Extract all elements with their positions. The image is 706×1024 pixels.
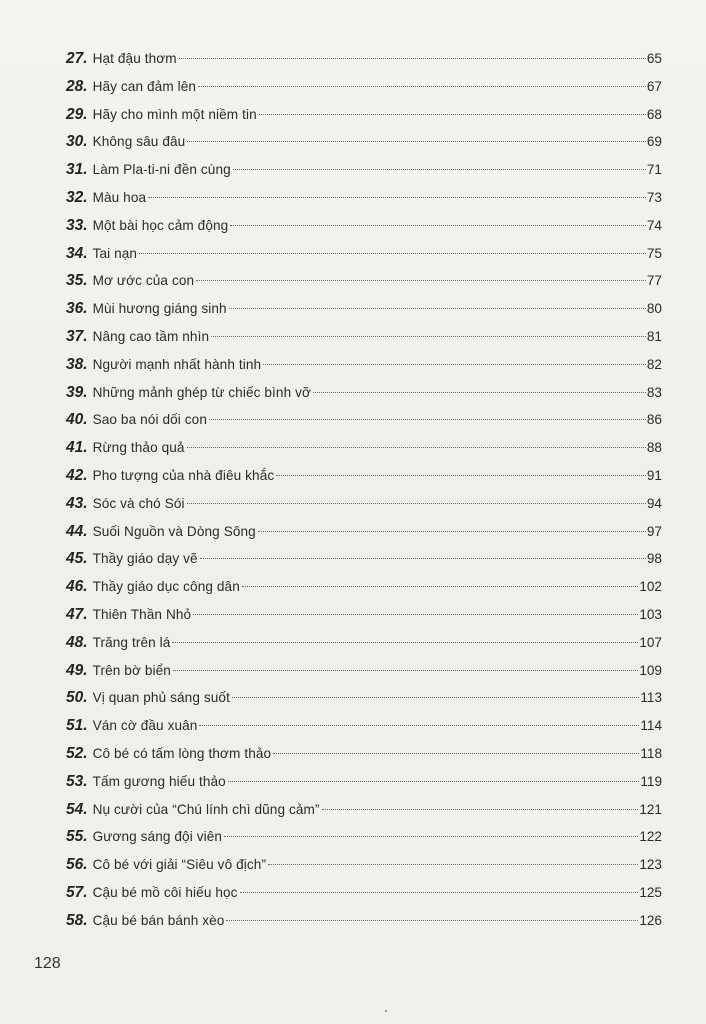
dot-leader [211,336,646,337]
toc-entry-title: Cô bé với giải “Siêu vô địch” [92,857,267,873]
toc-entry-number: 52. [66,744,88,762]
toc-entry-title: Mơ ước của con [92,273,195,289]
toc-entry-page: 75 [646,245,662,261]
dot-leader [148,197,646,198]
paper-speck [385,1010,387,1012]
toc-entry-title: Thầy giáo dạy vẽ [92,551,198,567]
toc-entry-title: Nâng cao tầm nhìn [92,328,210,344]
toc-entry-page: 69 [646,134,662,150]
toc-entry-title: Sóc và chó Sói [92,495,185,511]
toc-entry-title: Thiên Thần Nhỏ [92,606,192,622]
dot-leader [193,614,638,615]
toc-entry-page: 68 [646,106,662,122]
toc-entry [66,184,662,212]
toc-entry [66,518,662,546]
dot-leader [198,86,646,87]
toc-entry-title: Người mạnh nhất hành tinh [92,356,262,372]
toc-entry-number: 35. [66,272,88,290]
toc-entry-title: Hãy cho mình một niềm tin [92,106,257,122]
toc-entry [66,823,662,851]
toc-entry [66,323,662,351]
toc-entry [66,684,662,712]
toc-entry [66,462,662,490]
dot-leader [322,809,639,810]
toc-entry-number: 34. [66,244,88,262]
toc-entry-number: 50. [66,689,88,707]
dot-leader [187,141,646,142]
dot-leader [313,392,646,393]
toc-entry-title: Trăng trên lá [92,634,171,650]
toc-entry [66,434,662,462]
toc-entry [66,351,662,379]
toc-entry-number: 56. [66,856,88,874]
toc-entry-number: 46. [66,578,88,596]
toc-entry-title: Trên bờ biển [92,662,171,678]
toc-entry [66,601,662,629]
toc-entry-number: 28. [66,77,88,95]
toc-entry-number: 40. [66,411,88,429]
toc-entry [66,128,662,156]
dot-leader [228,781,639,782]
toc-entry-number: 27. [66,50,88,67]
toc-entry [66,101,662,129]
toc-entry-page: 102 [639,579,662,595]
toc-entry [66,907,662,935]
toc-entry [66,545,662,573]
toc-entry [66,73,662,101]
dot-leader [258,531,646,532]
dot-leader [209,419,646,420]
toc-entry-page: 122 [639,829,662,845]
dot-leader [187,503,646,504]
toc-entry-page: 80 [646,301,662,317]
toc-entry-title: Ván cờ đầu xuân [92,718,198,734]
toc-entry-page: 114 [640,718,662,734]
dot-leader [179,58,646,59]
toc-entry-page: 94 [646,495,662,511]
toc-entry-number: 45. [66,550,88,568]
toc-entry-page: 118 [640,745,662,761]
toc-entry [66,240,662,268]
toc-entry-page: 109 [639,662,662,678]
dot-leader [139,253,646,254]
dot-leader [259,114,646,115]
toc-entry-number: 31. [66,161,88,179]
toc-entry-title: Suối Nguồn và Dòng Sông [92,523,256,539]
dot-leader [229,308,646,309]
dot-leader [240,892,639,893]
toc-entry-title: Gương sáng đội viên [92,829,223,845]
dot-leader [173,670,638,671]
toc-entry [66,740,662,768]
toc-entry-number: 58. [66,911,88,929]
toc-entry-number: 32. [66,188,88,206]
toc-entry-page: 83 [646,384,662,400]
toc-entry-title: Không sâu đâu [92,134,186,150]
toc-entry-number: 38. [66,355,88,373]
toc-entry-title: Tấm gương hiếu thảo [92,773,226,789]
toc-entry-number: 57. [66,883,88,901]
toc-entry-title: Cô bé có tấm lòng thơm thảo [92,745,272,761]
toc-entry-page: 125 [639,884,662,900]
toc-entry-title: Cậu bé bán bánh xèo [92,912,225,928]
toc-entry-page: 107 [639,634,662,650]
dot-leader [233,169,646,170]
toc-entry [66,406,662,434]
toc-entry [66,879,662,907]
toc-entry [66,267,662,295]
toc-entry [66,490,662,518]
toc-entry-number: 53. [66,772,88,790]
toc-entry [66,657,662,685]
dot-leader [226,920,638,921]
toc-entry-title: Một bài học cảm động [92,217,229,233]
toc-entry-page: 98 [646,551,662,567]
dot-leader [273,753,639,754]
toc-entry-title: Nụ cười của “Chú lính chì dũng cảm” [92,801,320,817]
toc-entry-number: 49. [66,661,88,679]
toc-entry [66,712,662,740]
toc-entry [66,796,662,824]
toc-entry-title: Vị quan phủ sáng suốt [92,690,230,706]
toc-entry [66,156,662,184]
toc-entry-number: 37. [66,327,88,345]
toc-entry-title: Rừng thảo quả [92,440,185,456]
dot-leader [242,586,638,587]
toc-entry-number: 48. [66,633,88,651]
toc-entry-number: 36. [66,300,88,318]
toc-entry-number: 41. [66,439,88,457]
toc-entry-page: 91 [646,467,662,483]
dot-leader [263,364,646,365]
toc-entry [66,212,662,240]
toc-entry-title: Cậu bé mồ côi hiếu học [92,884,238,900]
toc-entry [66,573,662,601]
toc-entry-page: 81 [646,328,662,344]
toc-entry-number: 30. [66,133,88,151]
toc-entry-page: 97 [646,523,662,539]
toc-entry-number: 51. [66,717,88,735]
dot-leader [172,642,638,643]
toc-entry-title: Thầy giáo dục công dân [92,579,240,595]
toc-entry [66,629,662,657]
toc-entry-page: 119 [640,773,662,789]
toc-entry-page: 123 [639,857,662,873]
dot-leader [224,836,638,837]
toc-entry-page: 103 [639,606,662,622]
toc-entry-title: Hãy can đảm lên [92,78,197,94]
toc-entry-title: Tai nạn [92,245,138,261]
toc-entry [66,768,662,796]
toc-entry-page: 88 [646,440,662,456]
dot-leader [187,447,646,448]
toc-entry [66,379,662,407]
toc-entry-number: 43. [66,494,88,512]
toc-entry-title: Những mảnh ghép từ chiếc bình vỡ [92,384,312,400]
toc-entry-page: 74 [646,217,662,233]
toc-entry-title: Màu hoa [92,189,147,205]
toc-entry-number: 33. [66,216,88,234]
dot-leader [199,725,639,726]
dot-leader [268,864,638,865]
table-of-contents [66,45,662,935]
toc-entry-title: Làm Pla-ti-ni đền cùng [92,162,231,178]
toc-entry-page: 73 [646,189,662,205]
dot-leader [232,697,639,698]
toc-entry-page: 77 [646,273,662,289]
toc-entry-number: 44. [66,522,88,540]
toc-entry-page: 86 [646,412,662,428]
toc-entry-title: Sao ba nói dối con [92,412,207,428]
toc-entry-number: 55. [66,828,88,846]
dot-leader [230,225,646,226]
toc-entry [66,45,662,73]
toc-entry [66,295,662,323]
toc-entry-page: 113 [640,690,662,706]
toc-entry-number: 39. [66,383,88,401]
toc-entry-page: 121 [639,801,662,817]
toc-entry-page: 82 [646,356,662,372]
toc-entry-title: Hạt đậu thơm [92,51,177,66]
toc-entry-number: 54. [66,800,88,818]
page-number: 128 [34,955,61,972]
toc-entry-page: 126 [639,912,662,928]
dot-leader [200,558,646,559]
toc-entry-page: 67 [646,78,662,94]
dot-leader [276,475,646,476]
toc-entry-number: 42. [66,466,88,484]
toc-entry-title: Mùi hương giáng sinh [92,301,227,317]
toc-entry [66,851,662,879]
dot-leader [196,280,646,281]
toc-entry-page: 71 [646,162,662,178]
toc-entry-page: 65 [646,51,662,66]
toc-entry-title: Pho tượng của nhà điêu khắc [92,467,275,483]
toc-entry-number: 29. [66,105,88,123]
toc-entry-number: 47. [66,605,88,623]
